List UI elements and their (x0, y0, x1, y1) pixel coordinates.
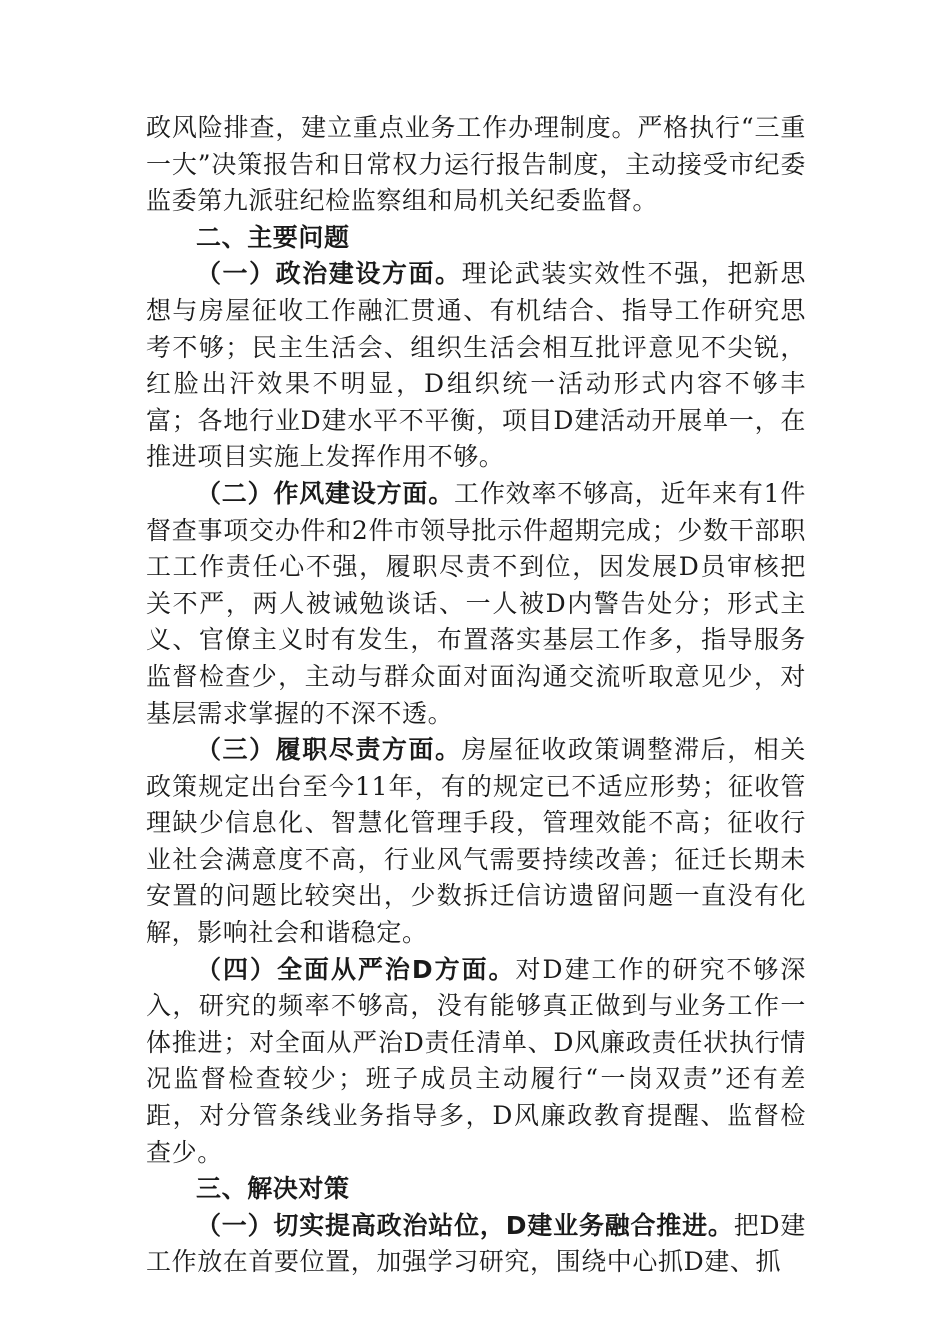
subheading-political-stance: （一）切实提高政治站位，D建业务融合推进。 (196, 1210, 734, 1240)
paragraph-body: 理论武装实效性不强，把新思想与房屋征收工作融汇贯通、有机结合、指导工作研究思考不够；民主生活会、组织生活会相互批评意见不尖锐，红脸出汗效果不明显，D组织统一活动形式内容不够丰富；各地行业D建水平不平衡，项目D建活动开展单一，在推进项目实施上发挥作用不够。 (146, 259, 806, 472)
paragraph-political-building (146, 256, 806, 476)
subheading-political-building: （一）政治建设方面。 (196, 259, 462, 289)
document-body (146, 110, 806, 1281)
paragraph-body: 工作效率不够高，近年来有1件督查事项交办件和2件市领导批示件超期完成；少数干部职工工作责任心不强，履职尽责不到位，因发展D员审核把关不严，两人被诫勉谈话、一人被D内警告处分；形式主义、官僚主义时有发生，布置落实基层工作多，指导服务监督检查少，主动与群众面对面沟通交流听取意见少，对基层需求掌握的不深不透。 (146, 478, 806, 728)
paragraph-strict-governance (146, 952, 806, 1172)
paragraph-body: 房屋征收政策调整滞后，相关政策规定出台至今11年，有的规定已不适应形势；征收管理缺少信息化、智慧化管理手段，管理效能不高；征收行业社会满意度不高，行业风气需要持续改善；征迁长期未安置的问题比较突出，少数拆迁信访遗留问题一直没有化解，影响社会和谐稳定。 (146, 735, 806, 948)
subheading-strict-governance: （四）全面从严治D方面。 (196, 954, 516, 984)
paragraph-body: 对D建工作的研究不够深入，研究的频率不够高，没有能够真正做到与业务工作一体推进；对全面从严治D责任清单、D风廉政责任状执行情况监督检查较少；班子成员主动履行“一岗双责”还有差距，对分管条线业务指导多，D风廉政教育提醒、监督检查少。 (146, 954, 806, 1167)
paragraph-duty-performance (146, 732, 806, 952)
subheading-duty-performance: （三）履职尽责方面。 (196, 735, 462, 765)
paragraph-body: 把D建工作放在首要位置，加强学习研究，围绕中心抓D建、抓 (146, 1210, 806, 1277)
paragraph-work-style (146, 476, 806, 732)
intro-paragraph: 政风险排查，建立重点业务工作办理制度。严格执行“三重一大”决策报告和日常权力运行报告制度，主动接受市纪委监委第九派驻纪检监察组和局机关纪委监督。 (146, 113, 806, 216)
section-heading-solutions: 三、解决对策 (196, 1174, 350, 1204)
paragraph-political-stance (146, 1208, 806, 1281)
subheading-work-style: （二）作风建设方面。 (196, 478, 455, 508)
section-heading-main-problems: 二、主要问题 (196, 222, 350, 252)
